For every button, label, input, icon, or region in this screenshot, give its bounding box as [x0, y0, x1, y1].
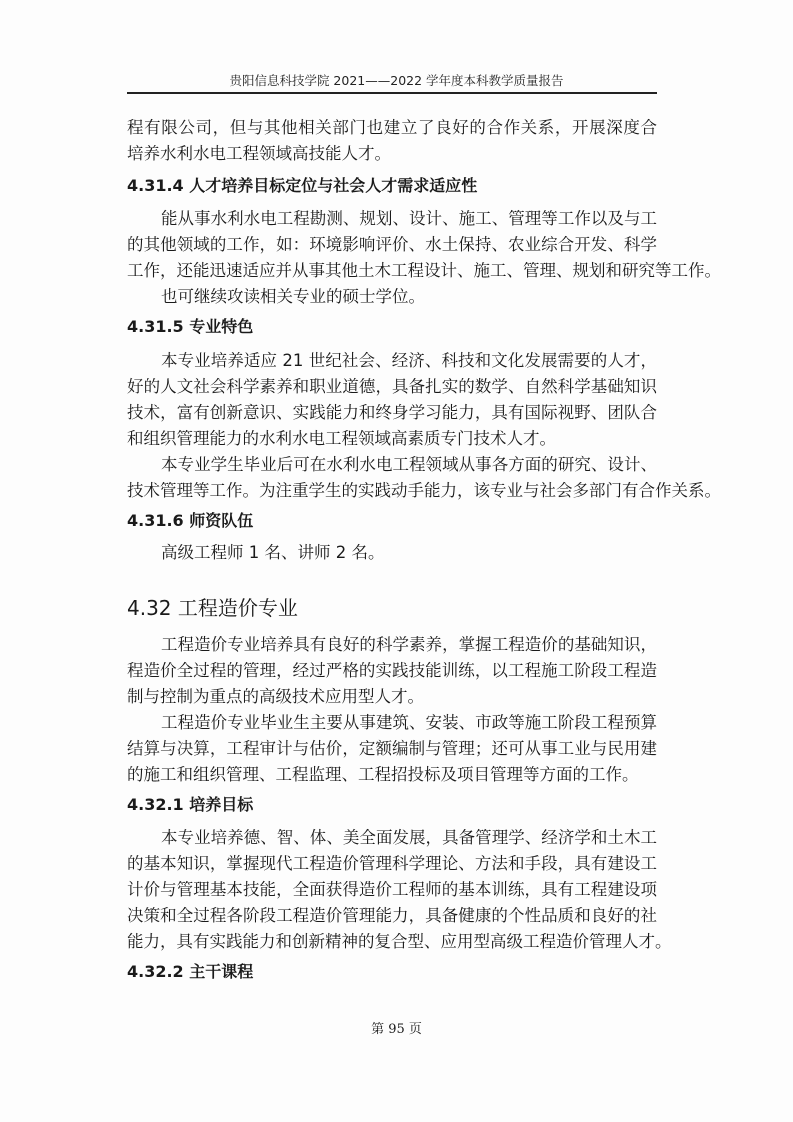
paragraph — [127, 540, 657, 566]
text-line: 本专业培养适应 21 世纪社会、经济、科技和文化发展需要的人才， — [161, 351, 657, 370]
text-line: 的其他领域的工作，如：环境影响评价、水土保持、农业综合开发、科学 — [127, 235, 657, 254]
page-number: 第 95 页 — [371, 1022, 422, 1037]
text-line: 结算与决算，工程审计与估价，定额编制与管理；还可从事工业与民用建 — [127, 739, 657, 758]
text-line: 计价与管理基本技能，全面获得造价工程师的基本训练，具有工程建设项 — [127, 880, 657, 899]
text-line: 程造价全过程的管理，经过严格的实践技能训练，以工程施工阶段工程造 — [127, 661, 657, 680]
text-line: 好的人文社会科学素养和职业道德，具备扎实的数学、自然科学基础知识 — [127, 377, 657, 396]
text-line: 决策和全过程各阶段工程造价管理能力，具备健康的个性品质和良好的社 — [127, 906, 657, 925]
text-line: 高级工程师 1 名、讲师 2 名。 — [161, 543, 385, 562]
paragraph — [127, 632, 657, 788]
text-line: 也可继续攻读相关专业的硕士学位。 — [161, 287, 425, 306]
text-line: 本专业学生毕业后可在水利水电工程领域从事各方面的研究、设计、 — [161, 455, 657, 474]
text-line: 工程造价专业毕业生主要从事建筑、安装、市政等施工阶段工程预算 — [161, 713, 657, 732]
text-line: 程有限公司，但与其他相关部门也建立了良好的合作关系，开展深度合 — [127, 118, 657, 137]
text-line: 培养水利水电工程领域高技能人才。 — [127, 144, 391, 163]
paragraph — [127, 206, 721, 310]
header-rule — [127, 92, 657, 94]
paragraph — [127, 348, 721, 504]
section-heading: 4.32 工程造价专业 — [127, 596, 298, 620]
text-line: 制与控制为重点的高级技术应用型人才。 — [127, 687, 424, 706]
text-line: 和组织管理能力的水利水电工程领域高素质专门技术人才。 — [127, 429, 556, 448]
subsection-heading: 4.31.5 专业特色 — [127, 317, 254, 336]
text-line: 工程造价专业培养具有良好的科学素养，掌握工程造价的基础知识， — [161, 635, 657, 654]
paragraph — [127, 825, 672, 955]
text-line: 能力，具有实践能力和创新精神的复合型、应用型高级工程造价管理人才。 — [127, 932, 672, 951]
text-line: 能从事水利水电工程勘测、规划、设计、施工、管理等工作以及与工 — [161, 209, 657, 228]
text-line: 技术，富有创新意识、实践能力和终身学习能力，具有国际视野、团队合 — [127, 403, 657, 422]
text-line: 本专业培养德、智、体、美全面发展，具备管理学、经济学和土木工 — [161, 828, 657, 847]
subsection-heading: 4.32.1 培养目标 — [127, 795, 254, 814]
text-line: 技术管理等工作。为注重学生的实践动手能力，该专业与社会多部门有合作关系。 — [127, 481, 721, 500]
paragraph — [127, 115, 657, 167]
subsection-heading: 4.32.2 主干课程 — [127, 962, 254, 981]
subsection-heading: 4.31.4 人才培养目标定位与社会人才需求适应性 — [127, 176, 478, 195]
text-line: 的施工和组织管理、工程监理、工程招投标及项目管理等方面的工作。 — [127, 765, 639, 784]
text-line: 的基本知识，掌握现代工程造价管理科学理论、方法和手段，具有建设工 — [127, 854, 657, 873]
running-header: 贵阳信息科技学院 2021——2022 学年度本科教学质量报告 — [229, 73, 564, 88]
text-line: 工作，还能迅速适应并从事其他土木工程设计、施工、管理、规划和研究等工作。 — [127, 261, 721, 280]
subsection-heading: 4.31.6 师资队伍 — [127, 511, 254, 530]
